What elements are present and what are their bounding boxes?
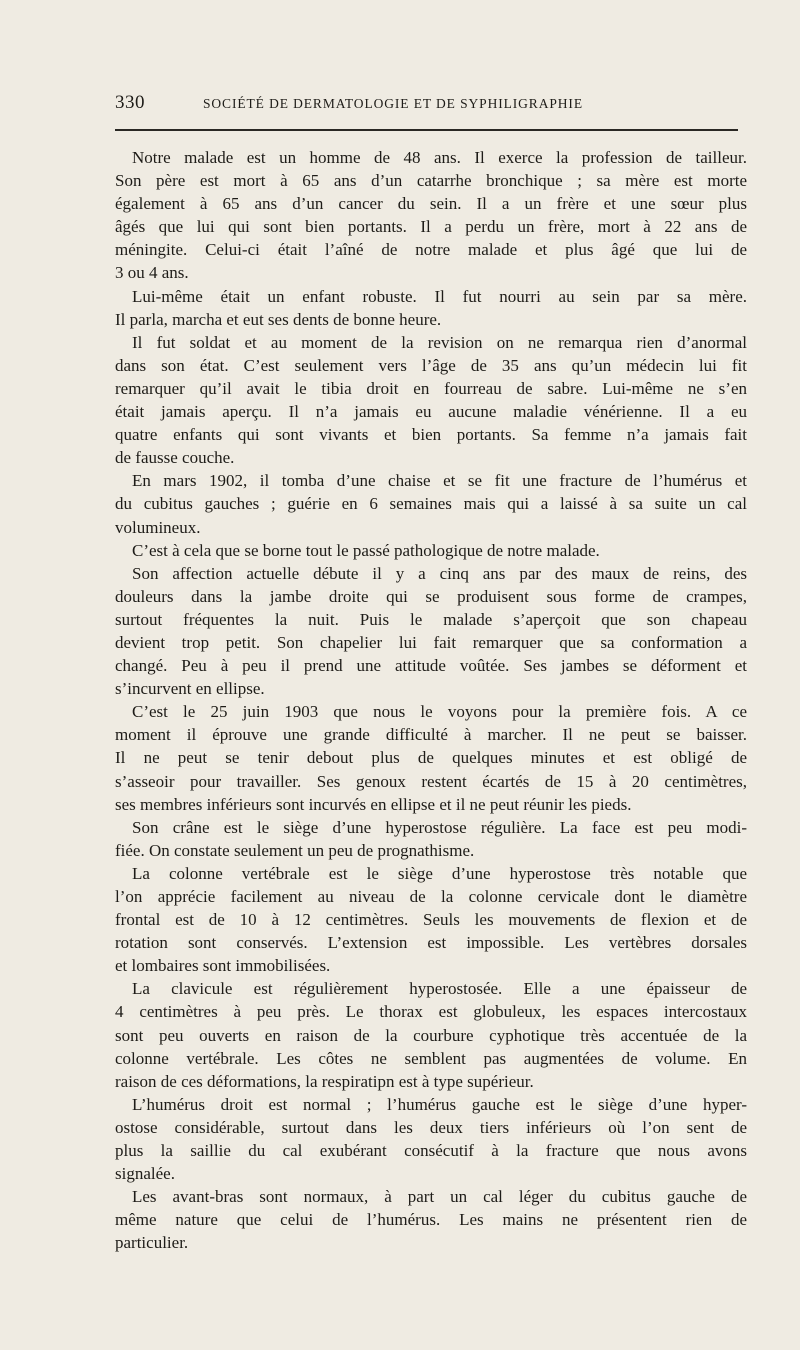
text-line: signalée. bbox=[115, 1164, 175, 1184]
text-line: 3 ou 4 ans. bbox=[115, 263, 189, 283]
text-line: remarquer qu’il avait le tibia droit en fourreau de sabre. Lui-même ne s’en bbox=[115, 378, 747, 398]
text-line: dans son état. C’est seulement vers l’âge de 35 ans qu’un médecin lui fit bbox=[115, 355, 747, 375]
text-line: fiée. On constate seulement un peu de prognathisme. bbox=[115, 840, 475, 860]
text-line: douleurs dans la jambe droite qui se produisent sous forme de crampes, bbox=[115, 586, 747, 606]
text-line: âgés que lui qui sont bien portants. Il a perdu un frère, mort à 22 ans de bbox=[115, 217, 747, 237]
text-line: ostose considérable, surtout dans les deux tiers inférieurs où l’on sent de bbox=[115, 1117, 747, 1137]
text-line: sont peu ouverts en raison de la courbure cyphotique très accentuée de la bbox=[115, 1025, 747, 1045]
text-line: volumineux. bbox=[115, 517, 201, 537]
text-line: Il fut soldat et au moment de la revision on ne remarqua rien d’anormal bbox=[132, 332, 747, 352]
text-line: Lui-même était un enfant robuste. Il fut nourri au sein par sa mère. bbox=[132, 286, 747, 306]
text-line: particulier. bbox=[115, 1233, 189, 1253]
text-line: L’humérus droit est normal ; l’humérus gauche est le siège d’une hyper- bbox=[132, 1094, 747, 1114]
text-line: changé. Peu à peu il prend une attitude voûtée. Ses jambes se déforment et bbox=[115, 656, 747, 676]
text-line: méningite. Celui-ci était l’aîné de notre malade et plus âgé que lui de bbox=[115, 240, 747, 260]
text-line: Il parla, marcha et eut ses dents de bonne heure. bbox=[115, 309, 442, 329]
text-line: s’asseoir pour travailler. Ses genoux restent écartés de 15 à 20 centimètres, bbox=[115, 771, 747, 791]
page-number: 330 bbox=[115, 92, 145, 113]
text-line: était jamais aperçu. Il n’a jamais eu aucune maladie vénérienne. Il a eu bbox=[115, 402, 747, 422]
text-line: et lombaires sont immobilisées. bbox=[115, 956, 331, 976]
text-line: La clavicule est régulièrement hyperostosée. Elle a une épaisseur de bbox=[132, 979, 747, 999]
body-text bbox=[115, 146, 747, 1255]
text-line: surtout fréquentes la nuit. Puis le malade s’aperçoit que son chapeau bbox=[115, 609, 747, 629]
text-line: rotation sont conservés. L’extension est impossible. Les vertèbres dorsales bbox=[115, 933, 747, 953]
text-line: Son père est mort à 65 ans d’un catarrhe bronchique ; sa mère est morte bbox=[115, 171, 747, 191]
text-line: plus la saillie du cal exubérant consécutif à la fracture que nous avons bbox=[115, 1141, 747, 1161]
text-line: 4 centimètres à peu près. Le thorax est globuleux, les espaces intercostaux bbox=[115, 1002, 747, 1022]
text-line: Son crâne est le siège d’une hyperostose régulière. La face est peu modi- bbox=[132, 817, 747, 837]
text-line: même nature que celui de l’humérus. Les mains ne présentent rien de bbox=[115, 1210, 747, 1230]
text-line: moment il éprouve une grande difficulté à marcher. Il ne peut se baisser. bbox=[115, 725, 747, 745]
text-line: l’on apprécie facilement au niveau de la colonne cervicale dont le diamètre bbox=[115, 887, 747, 906]
header-rule bbox=[115, 129, 738, 131]
text-line: s’incurvent en ellipse. bbox=[115, 679, 265, 699]
text-line: Les avant-bras sont normaux, à part un cal léger du cubitus gauche de bbox=[132, 1187, 747, 1207]
text-line: colonne vertébrale. Les côtes ne semblent pas augmentées de volume. En bbox=[115, 1048, 747, 1068]
text-line: C’est le 25 juin 1903 que nous le voyons pour la première fois. A ce bbox=[132, 702, 747, 722]
text-line: En mars 1902, il tomba d’une chaise et se fit une fracture de l’humérus et bbox=[132, 471, 747, 491]
text-line: La colonne vertébrale est le siège d’une hyperostose très notable que bbox=[132, 863, 747, 883]
text-line: raison de ces déformations, la respiratipn est à type supérieur. bbox=[115, 1071, 534, 1091]
text-line: Il ne peut se tenir debout plus de quelques minutes et est obligé de bbox=[115, 748, 747, 768]
running-title: SOCIÉTÉ DE DERMATOLOGIE ET DE SYPHILIGRAPHIE bbox=[203, 96, 583, 111]
text-line: C’est à cela que se borne tout le passé pathologique de notre malade. bbox=[132, 540, 600, 560]
text-line: du cubitus gauches ; guérie en 6 semaines mais qui a laissé à sa suite un cal bbox=[115, 494, 747, 514]
page-header bbox=[115, 92, 738, 122]
text-line: Son affection actuelle débute il y a cinq ans par des maux de reins, des bbox=[132, 563, 747, 583]
text-line: Notre malade est un homme de 48 ans. Il exerce la profession de tailleur. bbox=[132, 148, 747, 167]
text-line: devient trop petit. Son chapelier lui fait remarquer que sa conformation a bbox=[115, 632, 747, 652]
text-line: quatre enfants qui sont vivants et bien portants. Sa femme n’a jamais fait bbox=[115, 425, 747, 445]
text-line: également à 65 ans d’un cancer du sein. Il a un frère et une sœur plus bbox=[115, 194, 747, 214]
text-line: ses membres inférieurs sont incurvés en ellipse et il ne peut réunir les pieds. bbox=[115, 794, 632, 814]
text-line: de fausse couche. bbox=[115, 448, 235, 468]
text-line: frontal est de 10 à 12 centimètres. Seuls les mouvements de flexion et de bbox=[115, 910, 747, 930]
